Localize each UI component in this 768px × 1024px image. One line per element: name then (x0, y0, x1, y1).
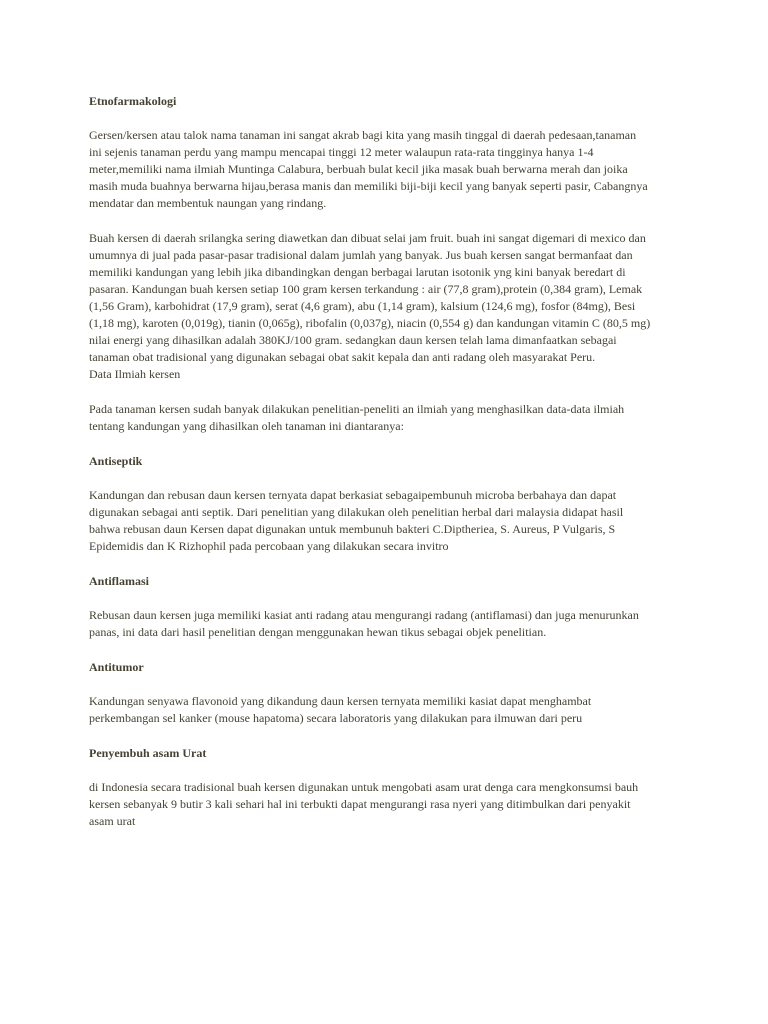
section-body-asam-urat: di Indonesia secara tradisional buah kersen digunakan untuk mengobati asam urat denga cara mengkonsumsi bauh kersen sebanyak 9 butir 3 kali sehari hal ini terbukti dapat mengurangi rasa nyeri yang ditimbulkan dari penyakit asam urat (89, 780, 639, 828)
research-intro-paragraph: Pada tanaman kersen sudah banyak dilakukan penelitian-peneliti an ilmiah yang menghasilkan data-data ilmiah tentang kandungan yang dihasilkan oleh tanaman ini diantaranya: (89, 402, 625, 433)
document-title: Etnofarmakologi (89, 94, 177, 108)
section-heading-asam-urat: Penyembuh asam Urat (89, 746, 207, 760)
fruit-paragraph: Buah kersen di daerah srilangka sering diawetkan dan dibuat selai jam fruit. buah ini sangat digemari di mexico dan umumnya di jual pada pasar-pasar tradisional dalam jumlah yang banyak. Jus buah kersen sangat bermanfaat dan memiliki kandungan yang lebih jika dibandingkan dengan berbagai larutan isotonik yng kini banyak beredart di pasaran. Kandungan buah kersen setiap 100 gram kersen terkandung : air (77,8 gram),protein (0,384 gram), Lemak (1,56 Gram), karbohidrat (17,9 gram), serat (4,6 gram), abu (1,14 gram), kalsium (124,6 mg), fosfor (84mg), Besi (1,18 mg), karoten (0,019g), tianin (0,065g), ribofalin (0,037g), niacin (0,554 g) dan kandungan vitamin C (80,5 mg) nilai energi yang dihasilkan adalah 380KJ/100 gram. sedangkan daun kersen telah lama dimanfaatkan sebagai tanaman obat tradisional yang digunakan sebagai obat sakit kepala dan anti radang oleh masyarakat Peru. (89, 231, 651, 364)
intro-paragraph: Gersen/kersen atau talok nama tanaman ini sangat akrab bagi kita yang masih tinggal di daerah pedesaan,tanaman ini sejenis tanaman perdu yang mampu mencapai tinggi 12 meter walaupun rata-rata tingginya hanya 1-4 meter,memiliki nama ilmiah Muntinga Calabura, berbuah bulat kecil jika masak buah berwarna merah dan joika masih muda buahnya berwarna hijau,berasa manis dan memiliki biji-biji kecil yang banyak seperti pasir, Cabangnya mendatar dan membentuk naungan yang rindang. (89, 128, 648, 210)
section-heading-antiseptik: Antiseptik (89, 454, 143, 468)
data-ilmiah-label: Data Ilmiah kersen (89, 367, 181, 381)
section-body-antiflamasi: Rebusan daun kersen juga memiliki kasiat anti radang atau mengurangi radang (antiflamasi) dan juga menurunkan panas, ini data dari hasil penelitian dengan menggunakan hewan tikus sebagai objek penelitian. (89, 608, 639, 639)
section-body-antiseptik: Kandungan dan rebusan daun kersen ternyata dapat berkasiat sebagaipembunuh microba berbahaya dan dapat digunakan sebagai anti septik. Dari penelitian yang dilakukan oleh penelitian herbal dari malaysia didapat hasil bahwa rebusan daun Kersen dapat digunakan untuk membunuh bakteri C.Diptheriea, S. Aureus, P Vulgaris, S Epidemidis dan K Rizhophil pada percobaan yang dilakukan secara invitro (89, 488, 624, 553)
section-heading-antiflamasi: Antiflamasi (89, 574, 149, 588)
section-heading-antitumor: Antitumor (89, 660, 144, 674)
section-body-antitumor: Kandungan senyawa flavonoid yang dikandung daun kersen ternyata memiliki kasiat dapat menghambat perkembangan sel kanker (mouse hapatoma) secara laboratoris yang dilakukan para ilmuwan dari peru (89, 694, 592, 725)
